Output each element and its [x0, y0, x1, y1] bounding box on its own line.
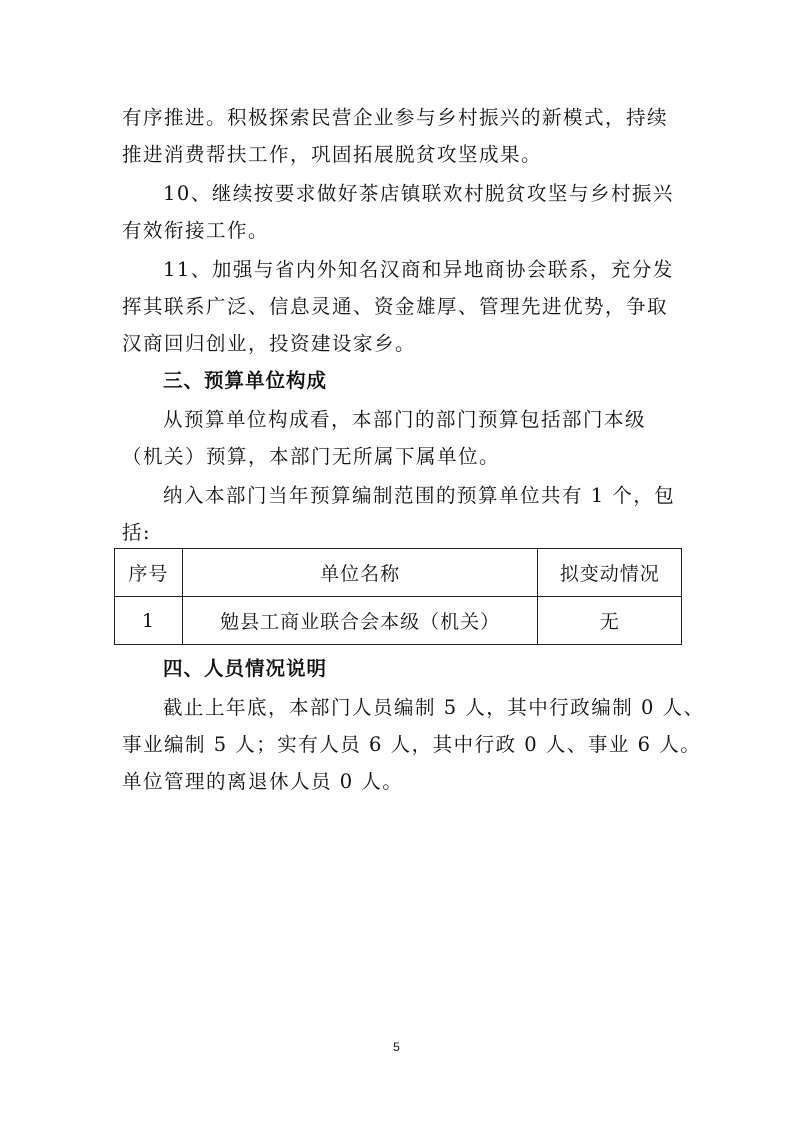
table-cell: 无 — [538, 597, 682, 645]
section-heading: 三、预算单位构成 — [163, 369, 328, 392]
paragraph-line: 纳入本部门当年预算编制范围的预算单位共有 1 个，包 — [163, 484, 676, 507]
paragraph-line: 推进消费帮扶工作，巩固拓展脱贫攻坚成果。 — [122, 143, 543, 166]
paragraph-line: （机关）预算，本部门无所属下属单位。 — [122, 445, 501, 468]
table-header-cell: 拟变动情况 — [538, 549, 682, 597]
table-cell: 1 — [115, 597, 183, 645]
table-header-cell: 单位名称 — [182, 549, 538, 597]
table-row — [115, 597, 682, 645]
paragraph-line: 截止上年底，本部门人员编制 5 人，其中行政编制 0 人、 — [163, 696, 705, 719]
paragraph-line: 挥其联系广泛、信息灵通、资金雄厚、管理先进优势，争取 — [122, 295, 669, 318]
table-header-cell: 序号 — [115, 549, 183, 597]
paragraph-line: 10、继续按要求做好茶店镇联欢村脱贫攻坚与乡村振兴 — [163, 182, 674, 205]
paragraph-line: 11、加强与省内外知名汉商和异地商协会联系，充分发 — [163, 258, 674, 281]
paragraph-line: 汉商回归创业，投资建设家乡。 — [122, 332, 417, 355]
budget-unit-table — [114, 548, 682, 645]
paragraph-line: 有序推进。积极探索民营企业参与乡村振兴的新模式，持续 — [122, 106, 669, 129]
paragraph-line: 从预算单位构成看，本部门的部门预算包括部门本级 — [163, 408, 647, 431]
paragraph-line: 单位管理的离退休人员 0 人。 — [122, 770, 404, 793]
table-header-row — [115, 549, 682, 597]
table-cell: 勉县工商业联合会本级（机关） — [182, 597, 538, 645]
paragraph-line: 事业编制 5 人；实有人员 6 人，其中行政 0 人、事业 6 人。 — [122, 733, 702, 756]
page-number: 5 — [393, 1040, 400, 1054]
paragraph-line: 有效衔接工作。 — [122, 219, 270, 242]
section-heading: 四、人员情况说明 — [163, 657, 328, 680]
paragraph-line: 括: — [122, 521, 152, 544]
